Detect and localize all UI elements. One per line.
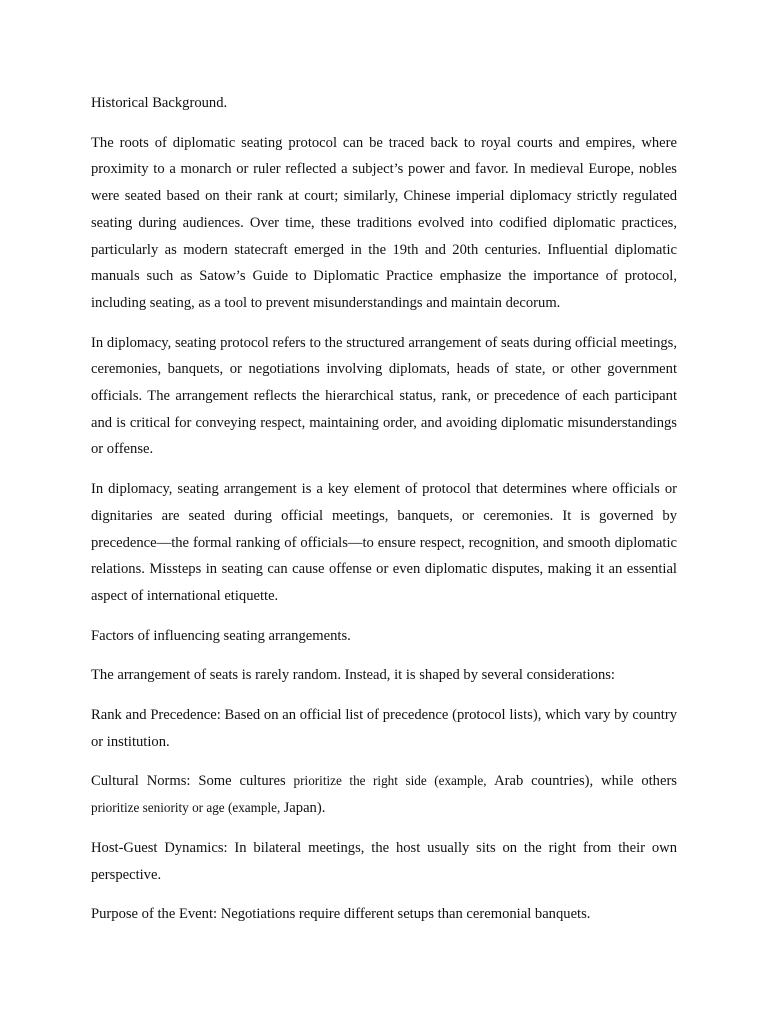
- paragraph-rank-precedence: Rank and Precedence: Based on an official list of precedence (protocol lists), which vary by country or institution.: [91, 707, 677, 750]
- section-heading-factors: Factors of influencing seating arrangements.: [91, 627, 351, 644]
- document-body: [91, 90, 677, 941]
- paragraph-seating-protocol-definition: In diplomacy, seating protocol refers to the structured arrangement of seats during official meetings, ceremonies, banquets, or negotiations involving diplomats, heads of state, or other government officials. The arrangement reflects the hierarchical status, rank, or precedence of each participant and is critical for conveying respect, maintaining order, and avoiding diplomatic misunderstandings or offense.: [91, 334, 677, 458]
- cultural-norms-small-text-1: prioritize the right side (example,: [293, 773, 495, 789]
- paragraph-host-guest-dynamics: Host-Guest Dynamics: In bilateral meetings, the host usually sits on the right from their own perspective.: [91, 839, 677, 883]
- paragraph-cultural-norms: [91, 768, 677, 821]
- cultural-norms-mid: Arab countries), while others: [494, 773, 677, 790]
- paragraph-purpose-of-event: Purpose of the Event: Negotiations require different setups than ceremonial banquets.: [91, 906, 591, 923]
- cultural-norms-lead: Cultural Norms: Some cultures: [91, 773, 294, 790]
- paragraph-seating-arrangement: In diplomacy, seating arrangement is a key element of protocol that determines where officials or dignitaries are seated during official meetings, banquets, or ceremonies. It is governed by precedence—the formal ranking of officials—to ensure respect, recognition, and smooth diplomatic relations. Missteps in seating can cause offense or even diplomatic disputes, making it an essential aspect of international etiquette.: [91, 481, 677, 604]
- paragraph-considerations-intro: The arrangement of seats is rarely random. Instead, it is shaped by several considerations:: [91, 667, 615, 684]
- cultural-norms-tail: Japan).: [283, 800, 326, 817]
- cultural-norms-small-text-2: prioritize seniority or age (example,: [91, 800, 284, 816]
- paragraph-historical-roots: The roots of diplomatic seating protocol can be traced back to royal courts and empires, where proximity to a monarch or ruler reflected a subject’s power and favor. In medieval Europe, nobles were seated based on their rank at court; similarly, Chinese imperial diplomacy strictly regulated seating during audiences. Over time, these traditions evolved into codified diplomatic practices, particularly as modern statecraft emerged in the 19th and 20th centuries. Influential diplomatic manuals such as Satow’s Guide to Diplomatic Practice emphasize the importance of protocol, including seating, as a tool to prevent misunderstandings and maintain decorum.: [91, 134, 677, 311]
- section-heading-historical-background: Historical Background.: [91, 95, 228, 111]
